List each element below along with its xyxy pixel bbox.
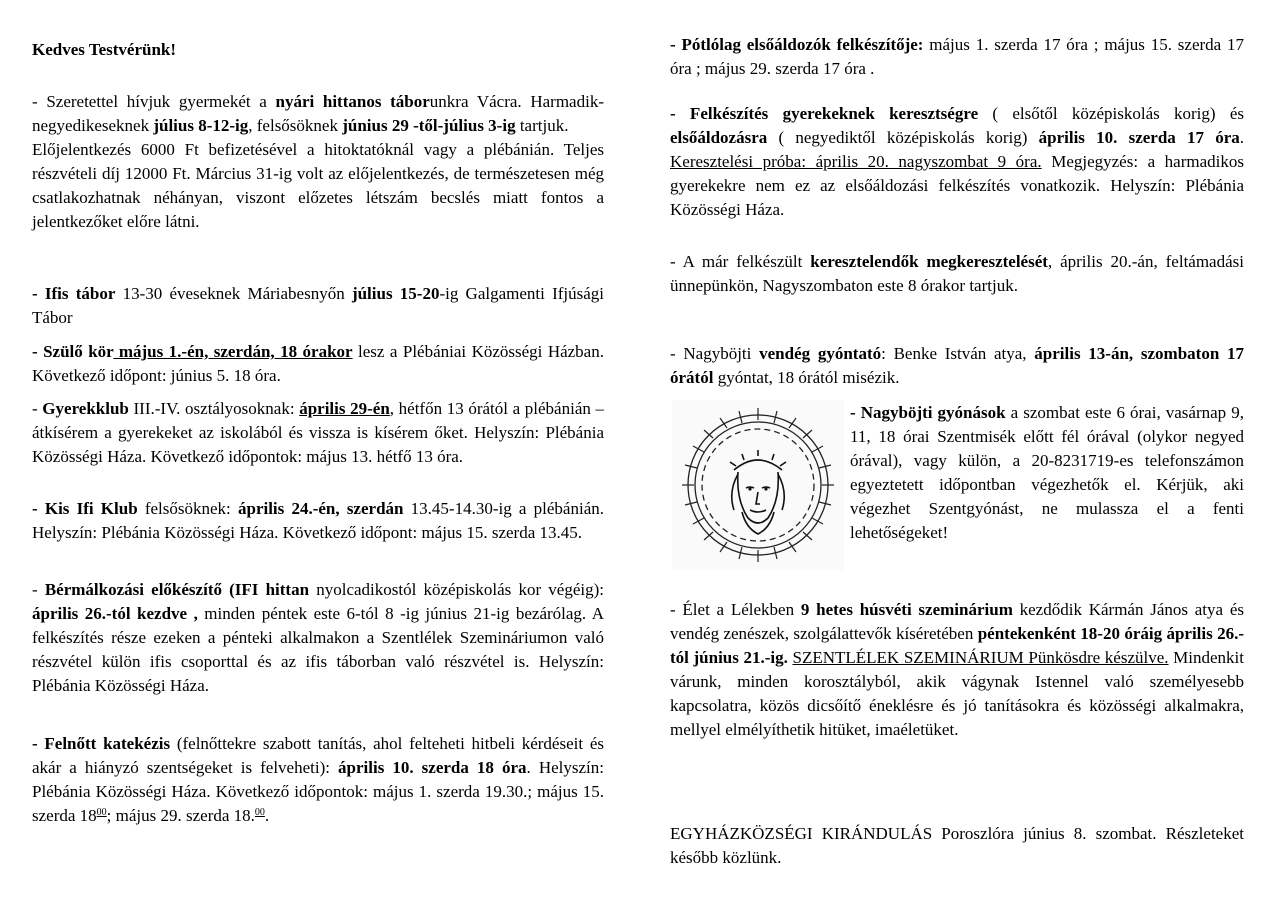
- summer-camp-notice: - Szeretettel hívjuk gyermekét a nyári hittanos táborunkra Vácra. Harmadik-negyedikeseknek július 8-12-ig, felsősöknek június 29 -től-július 3-ig tartjuk. Előjelentkezés 6000 Ft befizetésével a hitoktatóknál vagy a plébánián. Teljes részvételi díj 12000 Ft. Március 31-ig volt az előjelentkezés, de természetesen még csatlakozhatnak néhányan, viszont előzetes létszám becslés miatt fontos a jelentkezőket előre látni.: [32, 92, 604, 231]
- baptism-prep-notice: - Felkészítés gyerekeknek keresztségre ( elsőtől középiskolás korig) és elsőáldozásra ( negyediktől középiskolás korig) április 10. szerda 17 óra. Keresztelési próba: április 20. nagyszombat 9 óra. Megjegyzés: a harmadikos gyerekekre nem ez az elsőáldozási felkészítés vonatkozik. Helyszín: Plébánia Közösségi Háza.: [670, 104, 1245, 219]
- baptism-notice: - A már felkészült keresztelendők megkeresztelését, április 20.-án, feltámadási ünnepünkön, Nagyszombaton este 8 órakor tartjuk.: [670, 252, 1244, 295]
- adult-catechesis-notice: - Felnőtt katekézis (felnőttekre szabott tanítás, ahol felteheti hitbeli kérdéseit és akár a hiányzó szentségeket is felveheti): április 10. szerda 18 óra. Helyszín: Plébánia Közösségi Háza. Következő időpontok: május 1. szerda 19.30.; május 15. szerda $18^{00}$; május 29. szerda 18.00.: [32, 734, 604, 825]
- confirmation-prep-notice: - Bérmálkozási előkészítő (IFI hittan nyolcadikostól középiskolás kor végéig): április 26.-tól kezdve , minden péntek este 6-tól 8 -ig június 21-ig bezárólag. A felkészítés része ezeken a pénteki alkalmakon a Szentlélek Szemináriumon való részvétel külön ifis csoporttal és az ifis táborban való részvétel is. Helyszín: Plébánia Közösségi Háza.: [32, 580, 604, 695]
- youth-camp-notice: - Ifis tábor 13-30 éveseknek Máriabesnyőn július 15-20-ig Galgamenti Ifjúsági Tábor: [32, 284, 604, 327]
- guest-confessor-notice: - Nagyböjti vendég gyóntató: Benke István atya, április 13-án, szombaton 17 órától gyóntat, 18 órától misézik.: [670, 344, 1245, 387]
- life-in-spirit-seminar-notice: - Élet a Lélekben 9 hetes húsvéti szeminárium kezdődik Kármán János atya és vendég zenészek, szolgálattevők kíséretében péntekenként 18-20 óráig április 26.-tól június 21.-ig. SZENTLÉLEK SZEMINÁRIUM Pünkösdre készülve. Mindenkit várunk, minden korosztályból, akik vágynak Istennel való személyesebb kapcsolatra, közös dicsőítő éneklésre és jó tanításokra és közösségi alkalmakra, mellyel elmélyíthetik hitüket, imaéletüket.: [670, 600, 1245, 739]
- first-communion-makeup-notice: - Pótlólag elsőáldozók felkészítője: május 1. szerda 17 óra ; május 15. szerda 17 óra ; május 29. szerda 17 óra .: [670, 35, 1244, 78]
- parish-excursion-notice: EGYHÁZKÖZSÉGI KIRÁNDULÁS Poroszlóra június 8. szombat. Részleteket később közlünk.: [670, 824, 1244, 867]
- little-youth-club-notice: - Kis Ifi Klub felsősöknek: április 24.-én, szerdán 13.45-14.30-ig a plébánián. Helyszín: Plébánia Közösségi Háza. Következő időpont: május 15. szerda 13.45.: [32, 499, 604, 542]
- greeting: Kedves Testvérünk!: [32, 40, 177, 59]
- kids-club-notice: - Gyerekklub III.-IV. osztályosoknak: április 29-én, hétfőn 13 órától a plébánián – átkísérem a gyerekeket az iskolából és vissza is kísérem őket. Helyszín: Plébánia Közösségi Háza. Következő időpontok: május 13. hétfő 13 óra.: [32, 399, 604, 466]
- crown-of-thorns-icon: [672, 400, 844, 570]
- parents-circle-notice: - Szülő kör május 1.-én, szerdán, 18 órakor lesz a Plébániai Közösségi Házban. Következő időpont: június 5. 18 óra.: [32, 342, 604, 385]
- lenten-confessions-notice: - Nagyböjti gyónások a szombat este 6 órai, vasárnap 9, 11, 18 órai Szentmisék előtt fél órával (olykor negyed órával), vagy külön, a 20-8231719-es telefonszámon egyeztetett időpontban végezhetők el. Kérjük, aki végezhet Szentgyónást, ne mulassza el a fenti lehetőségeket!: [850, 403, 1244, 542]
